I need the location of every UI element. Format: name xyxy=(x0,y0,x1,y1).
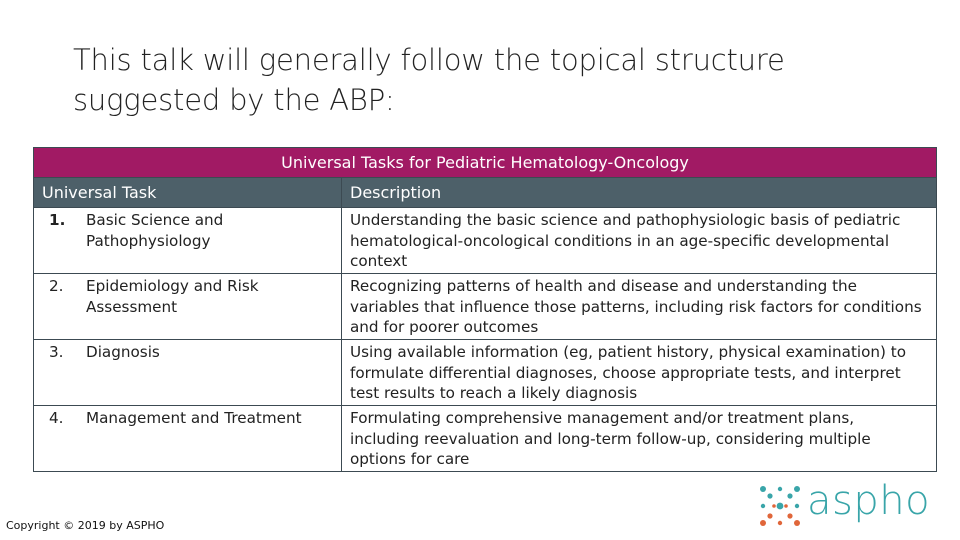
table-row xyxy=(34,274,937,340)
slide-title-line-2: suggested by the ABP: xyxy=(73,83,395,117)
table-row xyxy=(34,208,937,274)
table-caption-row xyxy=(34,148,937,178)
task-description: Formulating comprehensive management and/or treatment plans, including reevaluation and long-term follow-up, considering multiple options for care xyxy=(350,409,871,469)
task-name: Basic Science and Pathophysiology xyxy=(86,211,224,250)
task-number: 3. xyxy=(49,343,64,361)
table-row xyxy=(34,406,937,472)
aspho-logo-mark-icon xyxy=(758,484,802,528)
table-caption: Universal Tasks for Pediatric Hematology-Oncology xyxy=(34,148,937,178)
slide-title-line-1: This talk will generally follow the topical structure xyxy=(73,43,785,77)
column-header-task: Universal Task xyxy=(34,178,342,208)
task-number: 4. xyxy=(49,409,64,427)
table-header-row xyxy=(34,178,937,208)
task-description: Using available information (eg, patient history, physical examination) to formulate differential diagnoses, choose appropriate tests, and interpret test results to reach a likely diagnosis xyxy=(350,343,907,403)
task-name: Management and Treatment xyxy=(86,409,302,427)
task-name: Epidemiology and Risk Assessment xyxy=(86,277,259,316)
slide-title xyxy=(73,40,893,120)
task-description: Understanding the basic science and pathophysiologic basis of pediatric hematological-oncological conditions in an age-specific developmental context xyxy=(350,211,901,271)
task-description: Recognizing patterns of health and disease and understanding the variables that influence those patterns, including risk factors for conditions and for poorer outcomes xyxy=(350,277,922,337)
column-header-description: Description xyxy=(342,178,937,208)
task-number: 2. xyxy=(49,277,64,295)
aspho-logo-text: aspho xyxy=(807,478,931,524)
table-row xyxy=(34,340,937,406)
task-number: 1. xyxy=(49,211,66,229)
task-name: Diagnosis xyxy=(86,343,160,361)
copyright-notice: Copyright © 2019 by ASPHO xyxy=(6,519,165,532)
aspho-logo xyxy=(758,478,938,528)
universal-tasks-table xyxy=(33,147,937,472)
